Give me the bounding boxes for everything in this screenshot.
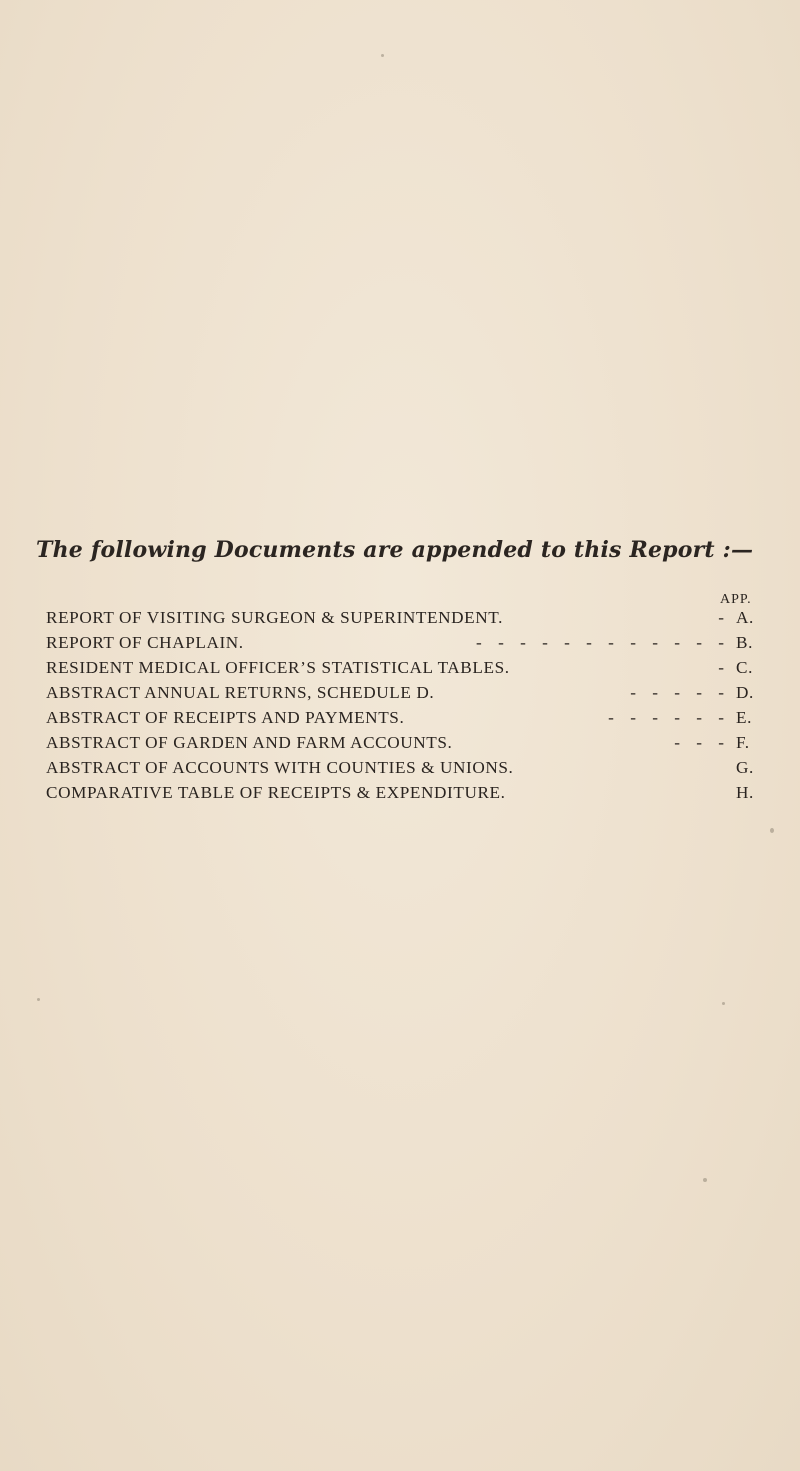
list-item: [46, 733, 766, 758]
appendix-letter: F.: [736, 733, 750, 752]
paper-speck: [770, 828, 774, 833]
appendix-letter: A.: [736, 608, 754, 627]
dot-leader: - - -: [674, 733, 730, 752]
appendix-letter: D.: [736, 683, 754, 702]
list-item: [46, 783, 766, 808]
list-item: [46, 683, 766, 708]
dot-leader: - - - - -: [630, 683, 730, 702]
document-title: COMPARATIVE TABLE OF RECEIPTS & EXPENDITURE.: [46, 783, 506, 802]
appendix-letter: G.: [736, 758, 754, 777]
appendix-letter: C.: [736, 658, 753, 677]
appendix-column-header: APP.: [720, 592, 752, 607]
list-item: [46, 708, 766, 733]
appendix-letter: B.: [736, 633, 753, 652]
list-item: [46, 633, 766, 658]
paper-speck: [37, 998, 40, 1001]
document-title: REPORT OF VISITING SURGEON & SUPERINTENDENT.: [46, 608, 503, 627]
paper-speck: [703, 1178, 707, 1182]
document-title: ABSTRACT OF GARDEN AND FARM ACCOUNTS.: [46, 733, 453, 752]
list-item: [46, 658, 766, 683]
page-heading: The following Documents are appended to this Report :—: [36, 537, 754, 563]
appendix-letter: E.: [736, 708, 752, 727]
document-title: ABSTRACT OF ACCOUNTS WITH COUNTIES & UNIONS.: [46, 758, 514, 777]
paper-speck: [381, 54, 384, 57]
document-title: ABSTRACT ANNUAL RETURNS, SCHEDULE D.: [46, 683, 435, 702]
list-item: [46, 608, 766, 633]
document-title: REPORT OF CHAPLAIN.: [46, 633, 244, 652]
appendix-letter: H.: [736, 783, 754, 802]
dot-leader: -: [718, 608, 730, 627]
list-item: [46, 758, 766, 783]
appended-documents-list: [46, 608, 766, 808]
dot-leader: -: [718, 658, 730, 677]
dot-leader: - - - - - -: [608, 708, 730, 727]
document-title: RESIDENT MEDICAL OFFICER’S STATISTICAL TABLES.: [46, 658, 510, 677]
paper-speck: [722, 1002, 725, 1005]
dot-leader: - - - - - - - - - - - -: [476, 633, 730, 652]
document-title: ABSTRACT OF RECEIPTS AND PAYMENTS.: [46, 708, 405, 727]
